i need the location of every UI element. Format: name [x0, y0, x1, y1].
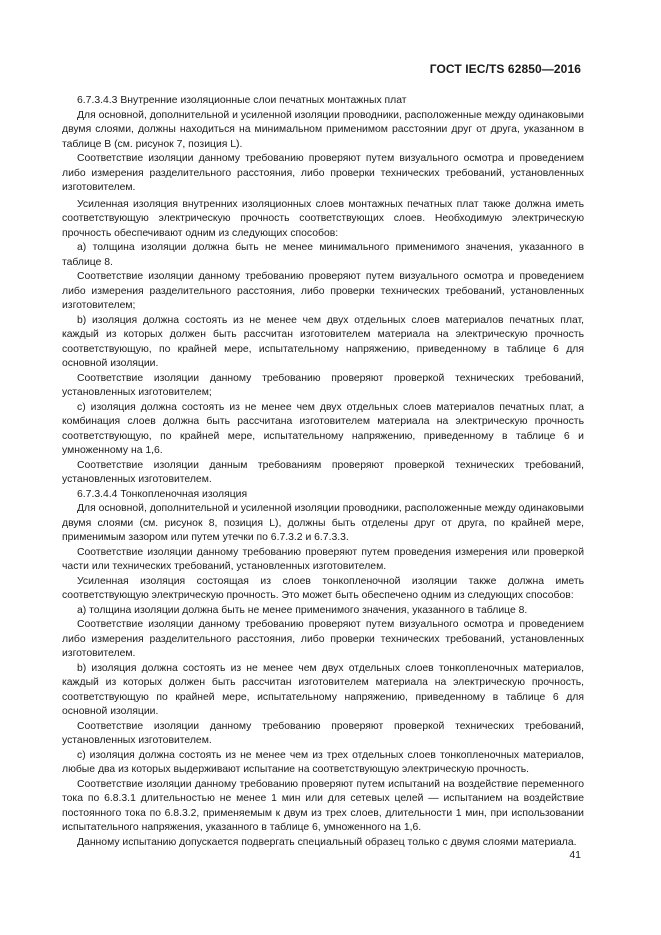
paragraph: Соответствие изоляции данному требованию проверяют путем визуального осмотра и проведением либо измерения разделительного расстояния, либо проверки технических требований, установленных изготовителем.: [62, 619, 584, 659]
list-item-b: b) изоляция должна состоять из не менее чем двух отдельных слоев тонкопленочных материалов, каждый из которых должен быть рассчитан изготовителем материала на электрическую прочность, соответствующую по крайней мере, испытательному напряжению, приведенному в таблице 6 для основной изоляции.: [62, 662, 584, 717]
paragraph: Соответствие изоляции данному требованию проверяют путем проведения измерения или проверкой части или технических требований, установленных изготовителем.: [62, 546, 584, 572]
list-item-a: а) толщина изоляции должна быть не менее минимального применимого значения, указанного в таблице 8.: [62, 242, 584, 268]
paragraph: Соответствие изоляции данному требованию проверяют проверкой технических требований, установленных изготовителем;: [62, 372, 584, 398]
paragraph: Усиленная изоляция внутренних изоляционных слоев монтажных печатных плат также должна иметь соответствующую электрическую прочность соответствующих слоев. Необходимую электрическую прочность обеспечивают одним из следующих способов:: [62, 198, 584, 239]
paragraph: Соответствие изоляции данному требованию проверяют путем визуального осмотра и проведением либо измерения разделительного расстояния, либо проверки технических требований, установленных изготовителем;: [62, 271, 584, 311]
list-item-c: с) изоляция должна состоять из не менее чем из трех отдельных слоев тонкопленочных материалов, любые два из которых выдерживают испытание на соответствующую электрическую прочность.: [62, 749, 584, 775]
standard-designation: ГОСТ IEC/TS 62850—2016: [429, 62, 581, 76]
list-item-c: с) изоляция должна состоять из не менее чем двух отдельных слоев материалов печатных плат, а комбинация слоев должна быть рассчитана изготовителем материала на электрическую прочность соответствующую, по крайней мере, испытательному напряжению, приведенному в таблице 6 и умноженному на 1,6.: [62, 401, 584, 456]
paragraph: Соответствие изоляции данным требованиям проверяют проверкой технических требований, установленных изготовителем.: [62, 459, 584, 485]
paragraph: Для основной, дополнительной и усиленной изоляции проводники, расположенные между одинаковыми двумя слоями (см. рисунок 8, позиция L), должны быть отделены друг от друга, по крайней мере, применимым зазором или путем утечки по 6.7.3.2 и 6.7.3.3.: [62, 503, 584, 543]
paragraph: Соответствие изоляции данному требованию проверяют проверкой технических требований, установленных изготовителем.: [62, 720, 584, 746]
section-heading-6-7-3-4-3: 6.7.3.4.3 Внутренние изоляционные слои печатных монтажных плат: [77, 95, 407, 106]
paragraph: Усиленная изоляция состоящая из слоев тонкопленочной изоляции также должна иметь соответствующую электрическую прочность. Это может быть обеспечено одним из следующих способов:: [62, 575, 584, 601]
list-item-b: b) изоляция должна состоять из не менее чем двух отдельных слоев материалов печатных плат, каждый из которых должен быть рассчитан изготовителем материала на электрическую прочность соответствующую, по крайней мере, испытательному напряжению, приведенному в таблице 6 для основной изоляции.: [62, 314, 584, 369]
section-heading-6-7-3-4-4: 6.7.3.4.4 Тонкопленочная изоляция: [77, 488, 248, 500]
paragraph: Для основной, дополнительной и усиленной изоляции проводники, расположенные между одинаковыми двумя слоями, должны находиться на минимальном применимом расстоянии друг от друга, указанном в таблице В (см. рисунок 7, позиция L).: [62, 109, 584, 150]
page-number: 41: [569, 849, 581, 861]
paragraph: Данному испытанию допускается подвергать специальный образец только с двумя слоями материала.: [77, 836, 577, 848]
document-body: [62, 94, 584, 850]
list-item-a: а) толщина изоляции должна быть не менее применимого значения, указанного в таблице 8.: [77, 604, 528, 616]
paragraph: Соответствие изоляции данному требованию проверяют путем испытаний на воздействие переменного тока по 6.8.3.1 длительностью не менее 1 мин или для сетевых целей — испытанием на воздействие постоянного тока по 6.8.3.2, применяемым к двум из трех слоев, длительности 1 мин, при использовании испытательного напряжения, указанного в таблице 6, умноженного на 1,6.: [62, 778, 584, 833]
paragraph: Соответствие изоляции данному требованию проверяют путем визуального осмотра и проведением либо измерения разделительного расстояния, либо проверки технических требований, установленных изготовителем.: [62, 153, 584, 193]
